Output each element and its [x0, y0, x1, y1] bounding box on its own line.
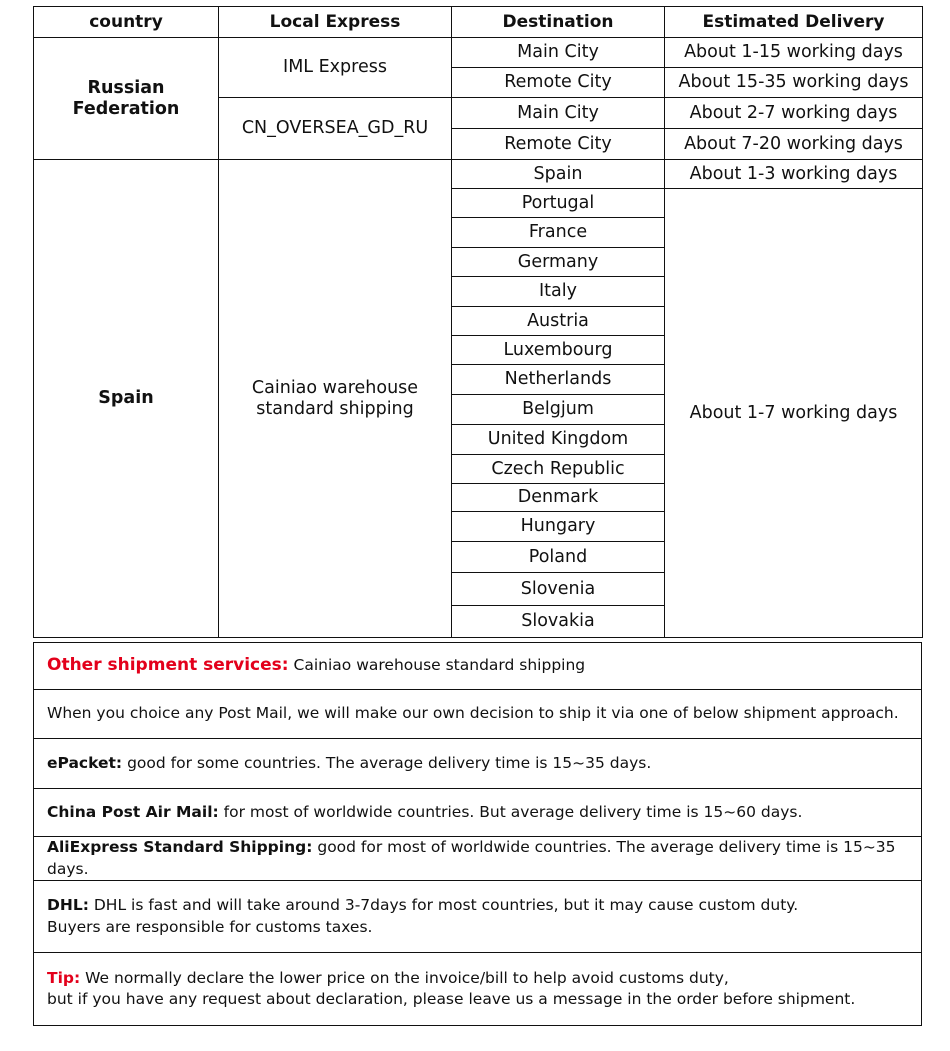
destination-cell: Main City	[452, 38, 665, 68]
destination-cell: Remote City	[452, 68, 665, 98]
country-russia: Russian Federation	[34, 38, 219, 160]
destination-cell: Luxembourg	[452, 336, 665, 365]
header-row	[34, 7, 923, 38]
header-country: country	[34, 7, 219, 38]
carrier-cainiao	[219, 160, 452, 638]
table-row	[34, 38, 923, 68]
header-destination: Destination	[452, 7, 665, 38]
carrier-line-2: standard shipping	[256, 398, 414, 419]
note-row	[34, 881, 922, 953]
epacket-text: good for some countries. The average delivery time is 15~35 days.	[127, 753, 652, 772]
aliexpress-label: AliExpress Standard Shipping:	[47, 838, 313, 856]
destination-cell: United Kingdom	[452, 425, 665, 455]
note-china-post	[34, 789, 922, 837]
table-row	[34, 160, 923, 189]
shipping-table	[33, 6, 923, 638]
other-services-text: Cainiao warehouse standard shipping	[293, 656, 586, 675]
header-local-express: Local Express	[219, 7, 452, 38]
eta-cell: About 2-7 working days	[665, 98, 923, 129]
shipment-notes	[33, 642, 922, 1026]
note-post-mail: When you choice any Post Mail, we will make our own decision to ship it via one of below shipment approach.	[34, 690, 922, 739]
destination-cell: Czech Republic	[452, 455, 665, 484]
destination-cell: Italy	[452, 277, 665, 307]
dhl-line-1: DHL is fast and will take around 3-7days for most countries, but it may cause custom duty.	[93, 896, 799, 915]
destination-cell: Poland	[452, 542, 665, 573]
note-dhl	[34, 881, 922, 953]
destination-cell: Portugal	[452, 189, 665, 218]
destination-cell: Spain	[452, 160, 665, 189]
destination-cell: Slovakia	[452, 606, 665, 638]
other-services-label: Other shipment services:	[47, 655, 289, 676]
destination-cell: Denmark	[452, 484, 665, 512]
destination-cell: Belgjum	[452, 395, 665, 425]
carrier-iml: IML Express	[219, 38, 452, 98]
destination-cell: Germany	[452, 248, 665, 277]
note-row	[34, 789, 922, 837]
dhl-line-2: Buyers are responsible for customs taxes.	[47, 917, 373, 936]
carrier-cn-oversea: CN_OVERSEA_GD_RU	[219, 98, 452, 160]
eta-cell: About 1-15 working days	[665, 38, 923, 68]
tip-line-2: but if you have any request about declaration, please leave us a message in the order before shipment.	[47, 990, 856, 1009]
note-other-services	[34, 643, 922, 690]
note-epacket	[34, 739, 922, 789]
note-row	[34, 643, 922, 690]
china-post-text: for most of worldwide countries. But average delivery time is 15~60 days.	[223, 802, 803, 821]
eta-cell: About 15-35 working days	[665, 68, 923, 98]
note-row	[34, 837, 922, 881]
dhl-label: DHL:	[47, 896, 89, 915]
tip-line-1: We normally declare the lower price on the invoice/bill to help avoid customs duty,	[85, 968, 729, 987]
china-post-label: China Post Air Mail:	[47, 802, 219, 821]
tip-label: Tip:	[47, 968, 81, 987]
country-spain: Spain	[34, 160, 219, 638]
note-tip	[34, 953, 922, 1026]
eta-cell: About 7-20 working days	[665, 129, 923, 160]
destination-cell: Remote City	[452, 129, 665, 160]
note-row	[34, 953, 922, 1026]
destination-cell: Hungary	[452, 512, 665, 542]
destination-cell: France	[452, 218, 665, 248]
note-row	[34, 690, 922, 739]
aliexpress-text: good for most of worldwide countries. The average delivery time is 15~35 days.	[47, 838, 896, 878]
destination-cell: Austria	[452, 307, 665, 336]
destination-cell: Slovenia	[452, 573, 665, 606]
destination-cell: Main City	[452, 98, 665, 129]
eta-cell-merged: About 1-7 working days	[665, 189, 923, 638]
header-estimated-delivery: Estimated Delivery	[665, 7, 923, 38]
carrier-line-1: Cainiao warehouse	[251, 377, 419, 398]
epacket-label: ePacket:	[47, 753, 123, 772]
destination-cell: Netherlands	[452, 365, 665, 395]
note-aliexpress	[34, 837, 922, 881]
note-row	[34, 739, 922, 789]
eta-cell: About 1-3 working days	[665, 160, 923, 189]
